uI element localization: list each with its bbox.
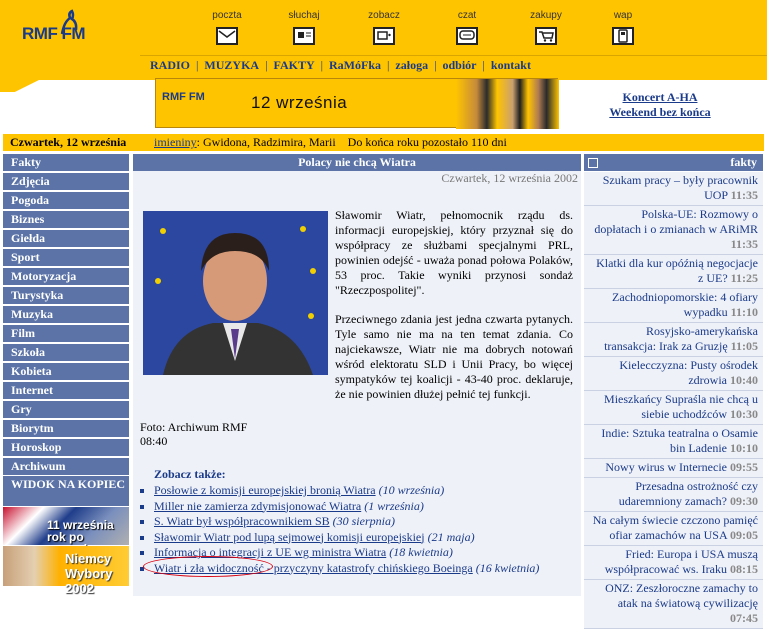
promo-11-september[interactable] — [3, 507, 129, 545]
menu-fakty[interactable]: FAKTY — [273, 58, 315, 72]
facts-item[interactable] — [584, 425, 763, 459]
promo-text: 11 września rok po — [47, 518, 114, 544]
facts-link[interactable]: Klatki dla kur opóźnią negocjacje z UE? — [596, 256, 758, 285]
nav-zakupy[interactable] — [516, 10, 576, 45]
chat-icon — [456, 27, 478, 45]
article-date: Czwartek, 12 września 2002 — [441, 171, 578, 185]
photo-credit-text: Foto: Archiwum RMF — [140, 420, 248, 434]
facts-time: 09:55 — [730, 460, 758, 474]
name-days: imieniny: Gwidona, Radzimira, Marii Do końca roku pozostało 110 dni — [154, 135, 507, 149]
see-also-date: (21 maja) — [427, 529, 475, 544]
facts-item[interactable] — [584, 478, 763, 512]
menu-odbior[interactable]: odbiór — [442, 58, 477, 72]
see-also-date: (16 kwietnia) — [475, 560, 540, 575]
sidebar-item-turystyka[interactable]: Turystyka — [3, 287, 129, 304]
facts-link[interactable]: Polska-UE: Rozmowy o dopłatach i o zmianach w ARiMR — [594, 207, 758, 236]
weekend-link[interactable]: Weekend bez końca — [609, 105, 711, 119]
nav-wap[interactable] — [593, 10, 653, 45]
nav-label: słuchaj — [288, 10, 320, 21]
see-also-link[interactable]: Informacja o integracji z UE wg ministra Wiatra — [154, 545, 387, 559]
concert-banner[interactable] — [155, 78, 558, 128]
menu-separator: | — [196, 58, 199, 72]
sidebar-item-widok[interactable]: WIDOK NA KOPIEC — [3, 476, 129, 506]
sidebar-item-film[interactable]: Film — [3, 325, 129, 342]
facts-item[interactable] — [584, 172, 763, 206]
article-title: Polacy nie chcą Wiatra — [133, 154, 581, 171]
menu-separator: | — [482, 58, 485, 72]
see-also-link[interactable]: Posłowie z komisji europejskiej bronią Wiatra — [154, 483, 376, 497]
article-body — [140, 208, 573, 418]
nav-sluchaj[interactable] — [274, 10, 334, 45]
nav-label: poczta — [212, 10, 242, 21]
see-also-link[interactable]: S. Wiatr był współpracownikiem SB — [154, 514, 330, 528]
facts-link[interactable]: Indie: Sztuka teatralna o Osamie bin Ladenie — [601, 426, 758, 455]
facts-item[interactable] — [584, 255, 763, 289]
menu-zaloga[interactable]: załoga — [395, 58, 429, 72]
facts-title: fakty — [730, 155, 757, 169]
sidebar-item-giełda[interactable]: Giełda — [3, 230, 129, 247]
current-date: Czwartek, 12 września — [10, 135, 127, 149]
highlight-circle — [143, 556, 273, 577]
cart-icon — [535, 27, 557, 45]
left-nav — [3, 154, 129, 477]
sidebar-item-fakty[interactable]: Fakty — [3, 154, 129, 171]
logo-text: RMF FM — [22, 24, 86, 43]
facts-time: 09:05 — [730, 528, 758, 542]
tv-icon — [373, 27, 395, 45]
menu-separator: | — [387, 58, 390, 72]
nav-zobacz[interactable] — [354, 10, 414, 45]
menu-separator: | — [265, 58, 268, 72]
sidebar-item-motoryzacja[interactable]: Motoryzacja — [3, 268, 129, 285]
sidebar-item-kobieta[interactable]: Kobieta — [3, 363, 129, 380]
square-icon — [588, 158, 598, 168]
sidebar-item-biorytm[interactable]: Biorytm — [3, 420, 129, 437]
see-also-title: Zobacz także: — [154, 467, 226, 481]
facts-item[interactable] — [584, 512, 763, 546]
promo-niemcy-wybory[interactable] — [3, 546, 129, 596]
main-menu — [150, 58, 531, 73]
see-also-date: (18 kwietnia) — [389, 545, 453, 559]
concert-promo — [580, 90, 740, 120]
nav-label: czat — [457, 10, 477, 21]
sidebar-item-muzyka[interactable]: Muzyka — [3, 306, 129, 323]
bullet — [140, 520, 144, 524]
promo-text — [65, 551, 129, 596]
facts-time: 11:10 — [730, 305, 758, 319]
sidebar-item-pogoda[interactable]: Pogoda — [3, 192, 129, 209]
sidebar-item-sport[interactable]: Sport — [3, 249, 129, 266]
nav-label: zobacz — [368, 10, 400, 21]
facts-time: 10:30 — [730, 407, 758, 421]
facts-link[interactable]: Zachodniopomorskie: 4 ofiary wypadku — [612, 290, 758, 319]
list-item — [140, 530, 580, 546]
facts-time: 10:40 — [730, 373, 758, 387]
facts-item[interactable] — [584, 391, 763, 425]
nav-poczta[interactable] — [197, 10, 257, 45]
see-also-link[interactable]: Wiatr i zła widoczność - przyczyny katastrofy chińskiego Boeinga — [154, 560, 473, 575]
article-paragraph-2: Przeciwnego zdania jest jedna czwarta pytanych. Tyle samo nie ma na ten temat zdania. Co najciekawsze, Wiatr nie ma dobrych notowań wśród elektoratu SLD i Unii Pracy, bo więcej sympatyków tej koalicji - 43-40 proc. deklaruje, że nie powinien dłużej pełnić tej funkcji. — [335, 312, 573, 401]
facts-time: 07:45 — [730, 611, 758, 625]
see-also-link[interactable]: Sławomir Wiatr pod lupą sejmowej komisji europejskiej — [154, 529, 425, 544]
facts-link[interactable]: ONZ: Zeszłoroczne zamachy to atak na światową cywilizację — [605, 581, 758, 610]
concert-link[interactable]: Koncert A-HA — [622, 90, 698, 104]
menu-radio[interactable]: RADIO — [150, 58, 191, 72]
facts-item[interactable] — [584, 289, 763, 323]
sidebar-item-zdjęcia[interactable]: Zdjęcia — [3, 173, 129, 190]
nav-label: wap — [613, 10, 633, 21]
banner-logo: RMF FM — [162, 91, 205, 103]
radio-icon — [293, 27, 315, 45]
facts-time: 09:30 — [730, 494, 758, 508]
facts-link[interactable]: Szukam pracy – były pracownik UOP — [602, 173, 758, 202]
sidebar-item-horoskop[interactable]: Horoskop — [3, 439, 129, 456]
see-also-link[interactable]: Miller nie zamierza zdymisjonować Wiatra — [154, 498, 362, 513]
menu-kontakt[interactable]: kontakt — [490, 58, 531, 72]
facts-item[interactable] — [584, 357, 763, 391]
sidebar-item-szkoła[interactable]: Szkoła — [3, 344, 129, 361]
bullet — [140, 536, 144, 540]
facts-item[interactable] — [584, 580, 763, 629]
facts-link[interactable]: Przesadna ostrożność czy udaremniony zamach? — [618, 479, 758, 508]
list-item — [140, 514, 580, 530]
facts-link[interactable]: Na całym świecie czczono pamięć ofiar zamachów na USA — [592, 513, 758, 542]
photo-credit — [140, 420, 247, 448]
facts-item[interactable] — [584, 206, 763, 255]
facts-list — [584, 172, 763, 629]
facts-item[interactable] — [584, 323, 763, 357]
article-paragraph-1: Sławomir Wiatr, pełnomocnik rządu ds. informacji europejskiej, który przyznał się do współpracy ze służbami specjalnymi PRL, powinien odejść - uważa ponad połowa Polaków, 53 proc. Takie wyniki przynosi sondaż "Rzeczpospolitej". — [335, 208, 573, 297]
see-also-date: (30 sierpnia) — [332, 514, 395, 528]
bullet — [140, 489, 144, 493]
facts-link[interactable]: Kielecczyzna: Pusty ośrodek zdrowia — [619, 358, 758, 387]
menu-ramofka[interactable]: RaMóFka — [329, 58, 382, 72]
rmf-logo[interactable] — [22, 24, 85, 44]
nav-label: zakupy — [530, 10, 562, 21]
bullet — [140, 505, 144, 509]
facts-time: 11:35 — [730, 237, 758, 251]
facts-link[interactable]: Fried: Europa i USA muszą współpracować ws. Iraku — [604, 547, 758, 576]
bullet — [140, 551, 144, 555]
article-time: 08:40 — [140, 434, 168, 448]
facts-time: 11:35 — [730, 188, 758, 202]
banner-photo — [456, 79, 559, 129]
see-also-date: (10 września) — [378, 483, 445, 497]
menu-muzyka[interactable]: MUZYKA — [204, 58, 260, 72]
nav-czat[interactable] — [437, 10, 497, 45]
facts-time: 11:05 — [730, 339, 758, 353]
list-item — [140, 499, 580, 515]
menu-separator: | — [320, 58, 324, 72]
facts-time: 10:10 — [730, 441, 758, 455]
antelope-logo-icon — [58, 10, 80, 36]
sidebar-item-archiwum[interactable]: Archiwum — [3, 458, 129, 475]
imieniny-link[interactable]: imieniny — [154, 135, 197, 149]
sidebar-item-gry[interactable]: Gry — [3, 401, 129, 418]
days-left: Do końca roku pozostało 110 dni — [347, 135, 507, 149]
sidebar-item-biznes[interactable]: Biznes — [3, 211, 129, 228]
phone-icon — [612, 27, 634, 45]
facts-link[interactable]: Rosyjsko-amerykańska transakcja: Irak za Gruzję — [604, 324, 758, 353]
banner-text: 12 września — [251, 93, 348, 112]
facts-header — [584, 154, 763, 171]
facts-link[interactable]: Mieszkańcy Supraśla nie chcą u siebie uchodźców — [604, 392, 758, 421]
promo-line2: Wybory 2002 — [65, 566, 113, 596]
see-also-date: (1 września) — [364, 498, 424, 513]
mail-icon — [216, 27, 238, 45]
sidebar-item-internet[interactable]: Internet — [3, 382, 129, 399]
name-day-names: Gwidona, Radzimira, Marii — [203, 135, 336, 149]
menu-separator: | — [434, 58, 437, 72]
promo-line1: Niemcy — [65, 551, 112, 566]
facts-link[interactable]: Nowy wirus w Internecie — [605, 460, 727, 474]
facts-item[interactable] — [584, 459, 763, 478]
facts-time: 11:25 — [730, 271, 758, 285]
facts-time: 08:15 — [730, 562, 758, 576]
list-item — [140, 483, 580, 499]
facts-item[interactable] — [584, 546, 763, 580]
